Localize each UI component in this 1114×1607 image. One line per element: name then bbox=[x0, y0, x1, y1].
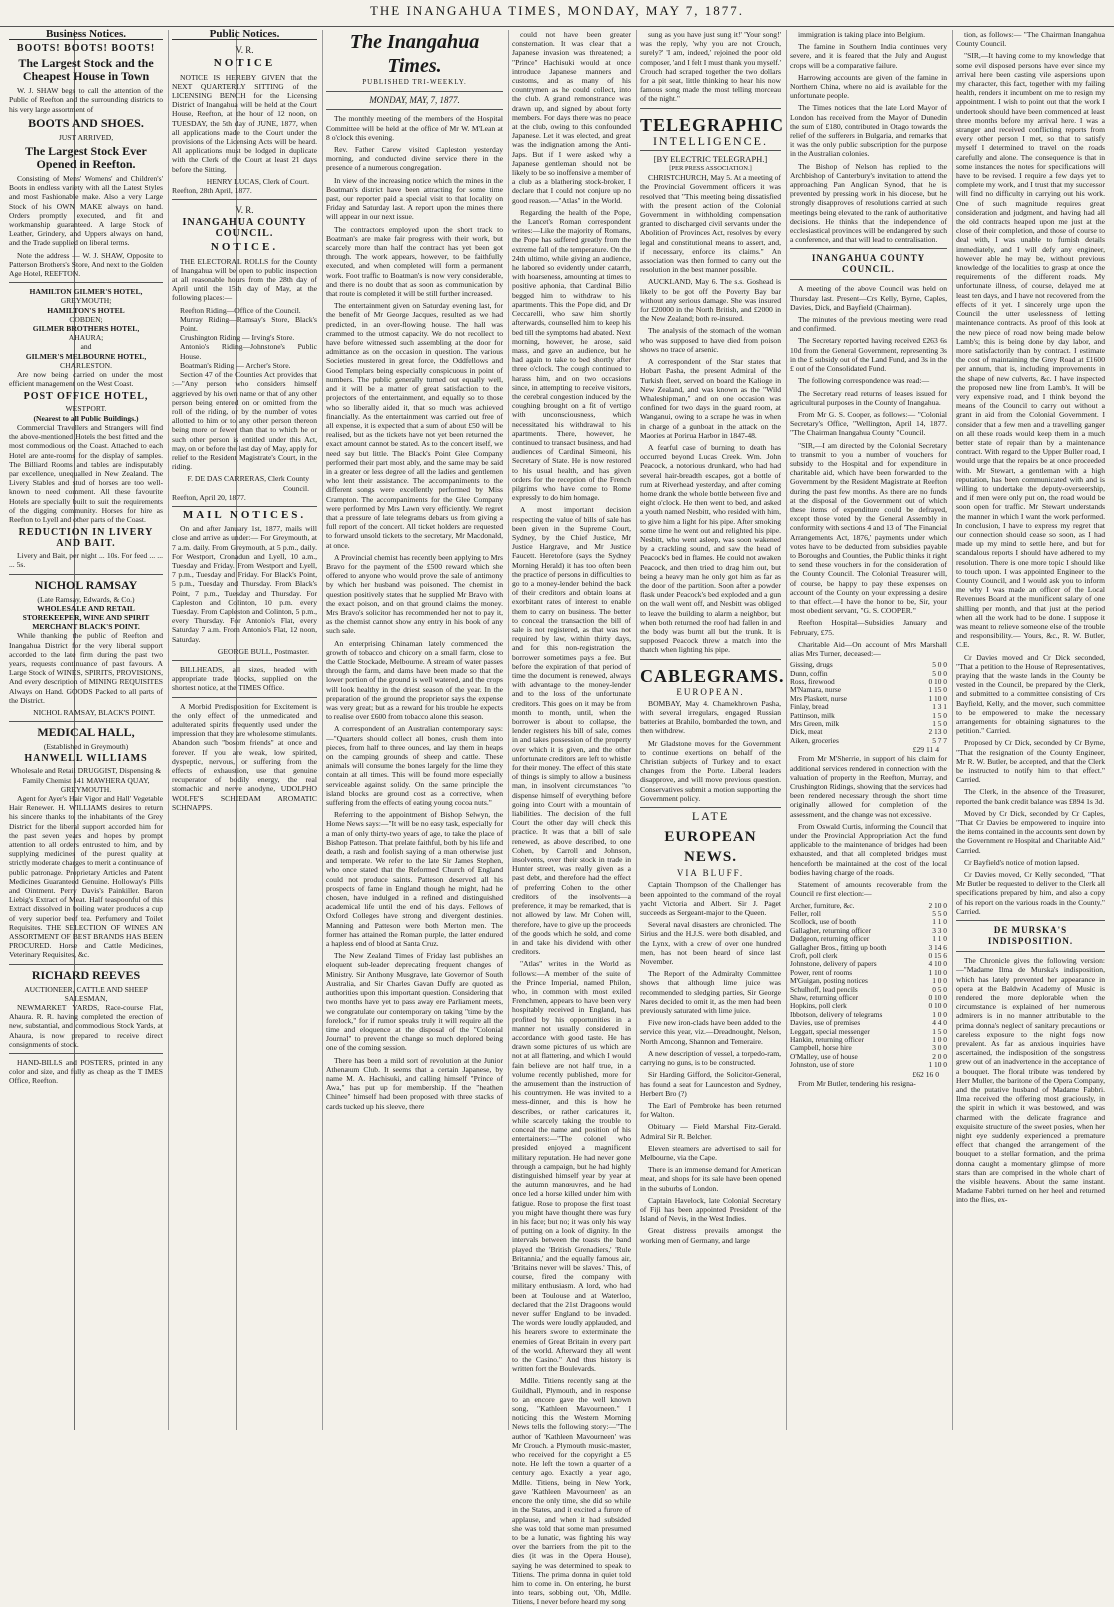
late-paragraph: Five new iron-clads have been added to the service this year, viz.—Dreadnought, Nelson, North Amcong, Shannon and Temeraire. bbox=[640, 1018, 781, 1046]
late-heading: LATE bbox=[691, 809, 730, 824]
divider bbox=[9, 1053, 163, 1054]
divider bbox=[640, 150, 781, 151]
council-paragraph: "SIR,—It having come to my knowledge that some evil disposed persons have ever since my arrival here been casting vile aspersions upon my character, this fact, together with my failing health, renders it incumbent on me to resign my appointment. I wish to point out that the work I undertook should have been commenced at least three months before my arrival here. I was a stranger and received conflicting reports from every other person I met, so that to satisfy myself I determined to travel on the roads carefully and alone. The consequence is that in some instances the notes for specifications will have to be revised. I require a few days yet to complete my work, and I trust that my successor will find no difficulty in carrying out his work. One of such magnitude requires great consideration and judgment, and having had all the old contracts heaped upon me just at the close of their completion, and those of course to deal with, I was unable to furnish details immediately, and I will defy any engineer, however able he may be, without previous knowledge of the localities to grasp at once the requirements of the different roads. My unfortunate illness, of course, delayed me at least ten days, and I have not recovered from the effects of it yet. I sincerely urge upon the Council the utter uselessness of letting maintenance contracts. As proof of this look at the new piece of road now being made below Lamb's; this is being done by day labor, and more satisfactorily than by contract. I estimate the cost of maintaining the Grey Road at £1600 per annum, that is, including improvements in the shape of new culverts, &c. I have inspected the proposed new line from Lamb's. It will be very expensive road, and I think beyond the means of the Council to carry out without a grant in aid from the Colonial Government. I consider that a few men and a travelling ganger on all these roads would keep them in a much better state of repair than by a maintenance contract. With regard to the Upper Buller road, I would urge that the repairs be at once proceeded with. Mr Stewart, a gentleman with a high reputation, has been communicated with and is willing to undertake the deputy-overseership, and if men were only put on, the road would be soon open for traffic. Mr Stewart understands the manner in which I want the work performed. In conclusion, I have to express my regret that our connection should cease so soon, as I had made up my mind to settle here, and but for scandalous reports I should have adhered to my resolution. There is one more topic I should like to touch upon. I was appointed Engineer to the County Council, and I would ask you to inform me why I was made an officer of the Local Revenues Board at the munificent salary of one shilling per month, and that just at the period when all the work had to be done. I suppose it was meant to relieve someone else of the trouble and responsibility.— Yours, &c., R. W. Butler, C.E. bbox=[956, 51, 1105, 650]
editorial-paragraph: The monthly meeting of the members of the Hospital Committee will be held at the office of Mr W. M'Lean at 8 o'clock this evening. bbox=[326, 114, 503, 142]
boots-headline2: The Largest Stock Ever Opened in Reefton. bbox=[25, 144, 147, 172]
account-item: Ibbotson, delivery of telegrams bbox=[790, 1009, 883, 1019]
section-header-public: Public Notices. bbox=[172, 30, 317, 40]
boots-headline: The Largest Stock and the Cheapest House in Town bbox=[18, 56, 154, 84]
electoral-body: THE ELECTORAL ROLLS for the County of Inangahua will be open to public inspection at all reasonable hours from the 28th day of April until the 15th day of May, at the following places:— bbox=[172, 256, 317, 303]
news-paragraph: The Bishop of Nelson has replied to the Archbishop of Canterbury's invitation to attend the approaching Pan Anglican Synod, that he is prevented by pressing work in his diocese, but he strongly disapproves of resolutions carried at such meetings being elevated to the rank of authoritative decisions. He thinks that the independence of ecclesiastical provinces will be endangered by such a conference, and that will lead to centralisation. bbox=[790, 161, 947, 245]
telegram-paragraph: A fearful case of burning to death has occurred beyond Lucas Creek. Wm. John Peacock, a notorious drunkard, who had had several hair-breadth escapes, got a bottle of rum at Riverhead yesterday, and after coming home drank the whole bottle between five and eight o'clock. He then went to bed, and asked a youth named Nesbitt, who resided with him, to give him a light for his pipe. After smoking some time he went out and relighted his pipe. Nesbitt, who went asleep, was soon wakened by a crackling sound, and saw the head of Peacock's bed in flames. He could not awaken Peacock, and then tried to drag him out, but being a heavy man he only got him as far as the door of the partition. Soon after a powder flask under Peacock's bed exploded and a gun on the wall went off, and Nesbitt was obliged to leave the building to alarm a neighbor, but when both returned the roof had fallen in and the body was burnt all but the trunk. It is supposed Peacock threw a match into the thatch when lighting his pipe. bbox=[640, 442, 781, 655]
late-paragraph: The Report of the Admiralty Committee shows that although lime juice was recommended to sledging parties, Sir George Nares decided to omit it, as the men had been previously saturated with lime juice. bbox=[640, 969, 781, 1016]
via-bluff: VIA BLUFF. bbox=[676, 868, 745, 879]
press-line: [PER PRESS ASSOCIATION.] bbox=[669, 165, 752, 173]
election-costs-table bbox=[790, 902, 947, 1070]
cablegrams-title: CABLEGRAMS. bbox=[640, 665, 785, 686]
post-office-place: WESTPORT. bbox=[65, 404, 107, 414]
charitable-aid-table bbox=[790, 661, 947, 745]
account-item: Archer, furniture, &c. bbox=[790, 900, 855, 910]
council-paragraph: Proposed by Cr Dick, seconded by Cr Byrne, "That the resignation of the County Engineer, Mr R. W. Butler, be accepted, and that the Clerk be instructed to notify him to that effect." Carried. bbox=[956, 738, 1105, 785]
electoral-date: Reefton, April 20, 1877. bbox=[172, 492, 246, 502]
hotel-line: AHAURA; bbox=[68, 333, 104, 343]
council-paragraph: The Secretary read returns of leases issued for agricultural purposes in the County of Inangahua. bbox=[790, 388, 947, 407]
reeves-title: RICHARD REEVES bbox=[31, 967, 141, 982]
account-item: Gallagher Bros., fitting up booth bbox=[790, 942, 887, 952]
account-row bbox=[790, 1061, 947, 1069]
schnapps-ad: A Morbid Predisposition for Excitement is the only effect of the unmedicated and adulterated spirits frequently used under the impression that they are wholesome stimulants. Abandon such "bosom friends" at once and forever. If you are weak, low spirited, dyspeptic, nervous, or suffering from the effects of exhaustion, use that genuine recuperator of bodily energy, the real stomachic and nerve anodyne, UDOLPHO WOLFE'S SCHIEDAM AROMATIC SCHNAPPS. bbox=[172, 701, 317, 812]
late-paragraph: Great distress prevails amongst the working men of Germany, and large bbox=[640, 1226, 781, 1245]
council-paragraph: From Oswald Curtis, informing the Council that under the Provincial Appropriation Act the fund applicable to the maintenance of bridges had been exhausted, and that all completed bridges must henceforth be maintained at the cost of the local bodies having charge of the roads. bbox=[790, 821, 947, 877]
late-paragraph: There is an immense demand for American meat, and shops for its sale have been opened in the suburbs of London. bbox=[640, 1165, 781, 1193]
medical-name: HANWELL WILLIAMS bbox=[24, 753, 148, 765]
reeves-trade: AUCTIONEER, CATTLE AND SHEEP SALESMAN, bbox=[24, 984, 148, 1003]
council-paragraph: The minutes of the previous meeting were read and confirmed. bbox=[790, 315, 947, 334]
mail-body: On and after January 1st, 1877, mails will close and arrive as under:— For Greymouth, at 7 a.m. daily. From Greymouth, at 5 p.m., daily. For Westport, Cronadun and Lyell, 10 a.m., Tuesday and Friday. From Westport and Lyell, 7 p.m., Tuesday and Friday. For Black's Point, 5 p.m., Tuesday and Thursday. From Black's Point, 7 p.m., Tuesday and Thursday. For Capleston and Colinton, 10 p.m. every Tuesday. From Capleston and Colinton, 5 p.m., every Thursday. For Antonio's Flat, every Saturday 7 a.m. From Antonio's Flat, 12 noon, Saturday. bbox=[172, 524, 317, 644]
editorial-paragraph: A Provincial chemist has recently been applying to Mrs Bravo for the payment of the £500 reward which she offered to anyone who would prove the sale of antimony by which her husband was poisoned. The chemist in question positively states that he supplied Mr Bravo with the exact poison, and on that ground claims the money. Mrs Bravo's solicitor has recommended her not to pay it, as the chemist cannot show any entry in his book of any such sale. bbox=[326, 552, 503, 636]
section-header-business: Business Notices. bbox=[9, 30, 163, 40]
account-item: Pattinson, milk bbox=[790, 710, 835, 720]
hotels-list bbox=[9, 287, 163, 370]
account-amount: 1 3 1 bbox=[932, 702, 947, 712]
account-total: £29 11 4 bbox=[912, 745, 939, 755]
electoral-sign: F. DE DAS CARRERAS, Clerk County Council. bbox=[187, 474, 309, 493]
council-paragraph: A meeting of the above Council was held on Thursday last. Present—Crs Kelly, Byrne, Caples, Davies, Dick, and Bayfield (Chairman). bbox=[790, 284, 947, 312]
vr-crest: V. R. bbox=[235, 45, 254, 56]
account-amount: 1 1 0 bbox=[932, 934, 947, 944]
boots-arrived: JUST ARRIVED, bbox=[58, 132, 114, 142]
account-amount: 1 0 0 bbox=[932, 1035, 947, 1044]
account-total: £62 16 0 bbox=[912, 1069, 939, 1079]
licensing-notice-body: NOTICE IS HEREBY GIVEN that the NEXT QUARTERLY SITTING of the LICENSING BENCH for the Licensing District of Inangahua will be held at the Court House, Reefton, at the hour of 12 noon, on TUESDAY, the 5th day of JUNE, 1877, when all applications made to the Court under the provisions of the Licensing Acts will be heard. All applications must be lodged in duplicate with the Clerk of the Court at least 21 days before the Sitting. bbox=[172, 72, 317, 174]
indisposition-text: The Chronicle gives the following version:—"Madame Ilma de Murska's indisposition, which has lately prevented her appearance in opera at the Baldwin Academy of Music is rendered the more deplorable when the circumstance is explained of her numerous admirers is in no manner attributable to the prima donna's neglect of sanitary precautions or careless exposure to the night fogs now prevalent. As far as anxious inquiries have ascertained, the indisposition of the songstress grew out of an inadvertence in the acceptance of a bouquet. The floral tribute was tendered by Herr Muller, the baritone of the Opera Company, and the putative husband of Madame Fabbri. Ilma received the offering most graciously, in the spirit in which it was bestowed, and was charmed with the delicate fragrance and exquisite structure of the sweet posies, when her night eye suddenly experienced a premature effect that changed the arrangement of the bouquet to a stellar formation, and the prima donna caught a momentary glimpse of more stars than are comprised in the whole chart of the visible heavens. About the same instant. Madame Fabbri turned on her heel and returned into the flies, ex- bbox=[956, 956, 1105, 1205]
late-paragraph: Captain Havelock, late Colonial Secretary of Fiji has been appointed President of the Island of Nevis, in the West Indies. bbox=[640, 1195, 781, 1224]
council-paragraph: Statement of amounts recoverable from the Council re first election:— bbox=[790, 880, 947, 899]
late-paragraph: A new description of vessel, a torpedo-ram, carrying no guns, is to be constructed. bbox=[640, 1048, 781, 1068]
account-amount: 0 10 0 bbox=[928, 992, 947, 1002]
account-item: Gallagher, returning officer bbox=[790, 925, 872, 935]
nichol-sign: NICHOL RAMSAY, BLACK'S POINT. bbox=[33, 707, 155, 717]
boots-banner: BOOTS! BOOTS! BOOTS! bbox=[16, 43, 156, 55]
telegraphic-title: TELEGRAPHIC bbox=[640, 114, 785, 135]
account-amount: 1 0 0 bbox=[932, 976, 947, 986]
account-amount: 2 10 0 bbox=[928, 900, 947, 910]
account-amount: 4 4 0 bbox=[932, 1018, 947, 1028]
council-paragraph: "SIR,—I am directed by the Colonial Secretary to transmit to you a number of vouchers for subsidy to the Hospital and for expenditure in charitable aid, which have been forwarded to the Government by the Resident Magistrate at Reefton during the past few months. As there are no funds at the disposal of the Government out of which these items of expenditure could be defrayed, except those voted by the General Assembly in conformity with sections 4 and 13 of 'The Financial Arrangements Act, 1876,' payments under which votes have to be deducted from subsidies payable to Boroughs and Counties, the Public thinks it right to send these vouchers in for the consideration of the County Council. The Colonial Treasurer will, of course, be happy to pay these expenses on account of the County on your expressing a desire to that effect.—I have the honor to be, Sir, your most obedient servant, "G. S. COOPER." bbox=[790, 440, 948, 616]
news-paragraph: "Atlas" writes in the World as follows:—A member of the suite of the Prince Imperial, named Philon, who, in common with most exiled Frenchmen, appears to have been very hospitably received in England, has profited by his opportunities in a manner not usually considered in accordance with good taste. He has drawn some pictures of us which are not at all flattering, and which I would fain believe are not half true, in a volume recently published, more for the amusement than the instruction of his countrymen. He was invited to a mess-dinner, and this is how he describes, or rather caricatures it, while scarcely taking the trouble to conceal the name and position of his entertainers:—"The colonel who presided enjoyed a magnificent military reputation. He had never gone through a campaign, but he had highly distinguished himself year by year at the autumn manœuvres, and he had once led a horse killed under him with fatigue. Rose to propose the first toast you might have thought there was fury in his face; but no; it was only his way of putting on a look of dignity. In the intervals between the toasts the band played the 'British Grenadiers,' 'Rule Britannia,' and the equally famous air, 'Britains never will be slaves.' This, of course, fired the company with military enthusiasm. A lord, who had been at Toulouse and at Waterloo, declared that the 21st Dragoons would never suffer England to be invaded. The words were loudly applauded, and his hearers swore to exterminate the enemies of Great Britain in every part of the world. Afterward they all went to the Casino." And thus history is written fort the Boulevards. bbox=[512, 959, 631, 1374]
vr-crest: V. R. bbox=[235, 205, 254, 216]
hotel-line: CHARLESTON. bbox=[60, 360, 112, 370]
divider bbox=[9, 282, 163, 283]
nichol-body: While thanking the public of Reefton and Inangahua District for the very liberal support accorded to the late firm during the past two years, requests continuance of past favours. A Large Stock of WINES, SPIRITS, PROVISIONS, And every description of MINING REQUISITES Always on Hand. GOODS Packed to all parts of the District. bbox=[9, 631, 163, 705]
divider bbox=[9, 721, 163, 722]
hotel-line: GILMER'S MELBOURNE HOTEL, bbox=[25, 351, 147, 361]
hotel-line: and bbox=[80, 342, 92, 352]
post-office-note: (Nearest to all Public Buildings.) bbox=[33, 413, 139, 423]
notice-title: NOTICE bbox=[213, 57, 276, 70]
account-item: Dudgeon, returning officer bbox=[790, 934, 870, 944]
news-paragraph: could not have been greater consternation. It was clear that a Japanese invasion was threatened; a "Prince" Hachisuki would at once introduce Japanese manners and customs, and as many of his countrymen as he could collect, into the club. A grand remonstrance was drawn up, and signed by about forty members. For days there was no peace at the club, owing to this confounded Japanese. Let it was elected, and great was the indignation among the Anti-Japs. But if I were asked why a Japanese gentleman should not be likely to be so inoffensive a member of a club as a blathering stock-broker, I declare that I could not conjure up no good reason.—"Atlas" in the World. bbox=[512, 30, 632, 205]
account-amount: 0 10 0 bbox=[928, 1001, 947, 1011]
account-amount: 0 5 0 bbox=[932, 984, 947, 994]
medical-title: MEDICAL HALL, bbox=[37, 725, 135, 740]
late-paragraph: Sir Harding Gifford, the Solicitor-General, has found a seat for Launceston and Sydney, Herbert Bro (?) bbox=[640, 1070, 781, 1098]
editorial-paragraph: Rev. Father Carew visited Capleston yesterday morning, and conducted divine service there in the presence of a numerous congregation. bbox=[326, 145, 503, 173]
reeves-body: NEWMARKET YARDS, Race-course Flat, Ahaura. R. R. having completed the erection of new, substantial, and commodious Stock Yards, at Ahaura, is now prepared to receive direct consignments of stock. bbox=[9, 1003, 163, 1049]
account-amount: 5 5 0 bbox=[932, 908, 947, 918]
published-line: PUBLISHED TRI-WEEKLY. bbox=[362, 78, 467, 86]
editorial-paragraph: Referring to the appointment of Bishop Selwyn, the Home News says:—"It will be no easy task, especially for a man of only thirty-two years of age, to take the place of Bishop Patteson. That prelate faithful, both by his life and death, a rash and foolish saying of a man otherwise just and temperate. We refer to the late Sir James Stephen, who once stated that the Reformed Church of England could not produce saints. Patteson deserved all his prospects of fame in England though he might, had he chosen, have indulged in a refined and distinguished academical life until the end of his days. Fellows of Oxford Colleges have strong and divergent destinies. Manning and Patteson were both Merton men. The former has attained the Roman purple, the latter endured a hapless end of blood at Santa Cruz. bbox=[326, 810, 503, 949]
notice-title: NOTICE. bbox=[210, 241, 279, 254]
late-paragraph: The Earl of Pembroke has been returned for Walton. bbox=[640, 1100, 781, 1120]
account-item: M'Namara, nurse bbox=[790, 685, 841, 695]
late-paragraph: Eleven steamers are advertised to sail for Melbourne, via the Cape. bbox=[640, 1143, 781, 1162]
mail-sign: GEORGE BULL, Postmaster. bbox=[217, 646, 309, 656]
telegraphic-sub: INTELLIGENCE. bbox=[653, 133, 768, 148]
account-amount: 3 14 6 bbox=[928, 942, 947, 952]
electoral-place: Antonio's Riding—Johnstone's Public House. bbox=[180, 342, 317, 361]
divider bbox=[326, 91, 503, 92]
account-item: Davies, use of premises bbox=[790, 1018, 861, 1028]
council-paragraph: Charitable Aid—On account of Mrs Marshall alias Mrs Turner, deceased:— bbox=[790, 639, 947, 658]
council-paragraph: Reefton Hospital—Subsidies January and February, £75. bbox=[790, 618, 947, 637]
editorial-paragraph: In view of the increasing notice which the mines in the Boatman's district have been attracting for some time past, our reporter paid a special visit to that locality on Friday and Saturday last. A report upon the mines there will appear in our next issue. bbox=[326, 175, 503, 222]
account-item: Gissing, drugs bbox=[790, 660, 833, 670]
hotel-line: GILMER BROTHERS HOTEL, bbox=[32, 324, 140, 334]
account-item: Ross, firewood bbox=[790, 677, 835, 686]
account-row bbox=[790, 737, 947, 745]
account-item: M'Guigan, posting notices bbox=[790, 976, 868, 986]
telegram-paragraph: AUCKLAND, May 6. The s.s. Goshead is likely to be got off the Poverty Bay bar without any serious damage. She was insured for £20000 in the North British, and £2000 in the New Zealand; both re-insured. bbox=[640, 277, 781, 324]
divider bbox=[172, 660, 317, 661]
divider bbox=[640, 807, 781, 808]
handbills-ad: HAND-BILLS and POSTERS, printed in any color and size, and fully as cheap as the T IMES Office, Reefton. bbox=[9, 1058, 163, 1086]
account-amount: 1 5 0 bbox=[932, 710, 947, 720]
lead-paragraph: sung as you have just sung it!' 'Your song!' was the reply, 'why you are not Crouch, surely?' 'I am, indeed,' rejoined the poor old composer, 'and I felt I must thank you myself.' Crouch had scraped together the two dollars for a pit seat, little thinking to hear his now famous song made the most telling morceau of the night." bbox=[640, 30, 781, 104]
council-paragraph: From Mr M'Sherrie, in support of his claim for additional services rendered in connection with the valuation of property in the Reefton, Murray, and Crushington Ridings, showing that the services had been rendered necessary through the short time originally allowed for completion of the assessment, and the change was not excessive. bbox=[790, 754, 947, 819]
late-paragraph: Obituary — Field Marshal Fitz-Gerald. Admiral Sir R. Belcher. bbox=[640, 1122, 781, 1141]
editorial-paragraph: There has been a mild sort of revolution at the Junior Athenæum Club. It seems that a certain Japanese, by name M. A. Hachisuki, and calling himself "Prince of Awa," has put up for membership. If the "heathen Chinee" himself had been proposed with three stacks of cards tucked up his sleeve, there bbox=[326, 1055, 503, 1111]
cable-paragraph: BOMBAY, May 4. Chamekhrown Pasha, with several irregulars, engaged Russian batteries at Brahilo, bombarded the town, and then withdrew. bbox=[640, 698, 781, 736]
nichol-sub: (Late Ramsay, Edwards, & Co.) bbox=[37, 594, 135, 604]
livery-title: REDUCTION IN LIVERY AND BAIT. bbox=[18, 527, 154, 550]
council-paragraph: From Mr Butler, tendering his resigna- bbox=[798, 1078, 916, 1088]
account-amount: 1 5 0 bbox=[932, 719, 947, 729]
cable-paragraph: Mr Gladstone moves for the Government to continue exertions on behalf of the Christian subjects of Turkey and to exact changes from the Porte. Liberal leaders disapprove, and will move previous question. Conservatives submit a motion supporting the Government policy. bbox=[640, 738, 781, 803]
account-item: Dunn, coffin bbox=[790, 668, 828, 678]
account-amount: 1 10 0 bbox=[928, 1060, 947, 1070]
account-item: Power, rent of rooms bbox=[790, 967, 853, 977]
account-amount: 1 10 0 bbox=[928, 693, 947, 703]
divider bbox=[9, 964, 163, 965]
nichol-trade: WHOLESALE AND RETAIL STOREKEEPER, WINE AND SPIRIT MERCHANT BLACK'S POINT. bbox=[22, 603, 150, 632]
divider bbox=[790, 248, 947, 249]
column-telegraphic bbox=[636, 30, 784, 1430]
licensing-sign: HENRY LUCAS, Clerk of Court. bbox=[206, 176, 309, 186]
nichol-title: NICHOL RAMSAY bbox=[34, 577, 138, 592]
telegram-paragraph: CHRISTCHURCH, May 5. At a meeting of the Provincial Government officers it was resolved that "This meeting being dissatisfied with the present action of the Colonial Government in withholding compensation granted to discharged civil servants under the Abolition of Provinces Act, resolves by every legal and constitutional means to assert, and, if necessary, enforce its claims." An association was then formed to carry out the resolution in the best manner possible. bbox=[640, 173, 781, 275]
account-item: O'Malley, use of house bbox=[790, 1051, 858, 1061]
editorial-paragraph: The contractors employed upon the short track to Boatman's are make fair progress with their work, but scarcely more than half the contract has yet been got through. The work appears, however, to be faithfully executed, and when completed will form a permanent work. Foot traffic to Boatman's is now very considerable, and there is no doubt that as soon as communication by that route is completed it will be still further increased. bbox=[326, 224, 503, 299]
account-item: Johnstone, delivery of papers bbox=[790, 959, 877, 969]
account-amount: 1 5 0 bbox=[932, 1026, 947, 1036]
account-amount: 1 1 0 bbox=[932, 917, 947, 927]
divider bbox=[956, 920, 1105, 921]
council-notice-title: INANGAHUA COUNTY COUNCIL. bbox=[182, 217, 307, 240]
account-amount: 5 7 7 bbox=[932, 735, 947, 745]
account-item: Hankin, returning officer bbox=[790, 1035, 864, 1044]
post-office-title: POST OFFICE HOTEL, bbox=[23, 391, 149, 403]
news-paragraph: Harrowing accounts are given of the famine in Northern China, where no aid is available for the unfortunate people. bbox=[790, 72, 947, 101]
divider bbox=[172, 506, 317, 507]
council-paragraph: Moved by Cr Dick, seconded by Cr Caples, "That Cr Davies be empowered to inquire into the items contained in the accounts sent down by the Government re Hospital and Charitable Aid." Carried. bbox=[956, 808, 1105, 855]
council-paragraph: The Secretary reported having received £263 6s 10d from the General Government, representing 3s in the £ subsidy out of the Land Fund, and 3s in the £ out of the Consolidated Fund. bbox=[790, 336, 947, 374]
account-item: Campbell, horse hire bbox=[790, 1043, 852, 1053]
news-paragraph: immigration is taking place into Belgium. bbox=[798, 30, 925, 39]
hotel-line: GREYMOUTH; bbox=[60, 296, 112, 306]
boots-product: BOOTS AND SHOES. bbox=[28, 115, 144, 130]
account-amount: 4 10 0 bbox=[928, 959, 947, 969]
news-paragraph: The Times notices that the late Lord Mayor of London has received from the Mayor of Dunedin the sum of £180, contributed in Otago towards the relief of the sufferers in Bulgaria, and remarks that it was the only public subscription for the purpose in the Australian colonies. bbox=[790, 103, 947, 159]
medical-trade: Wholesale and Retail DRUGGIST, Dispensing & Family Chemist 141 MAWHERA QUAY, GREYMOUTH. bbox=[10, 766, 162, 794]
column-public-notices bbox=[168, 30, 320, 1430]
account-item: Finlay, bread bbox=[790, 702, 829, 712]
divider bbox=[956, 951, 1105, 952]
account-item: Leggatt, special messenger bbox=[790, 1026, 870, 1036]
account-item: Scollock, use of booth bbox=[790, 917, 857, 927]
editorial-paragraph: The entertainment given on Saturday evening last, for the benefit of Mr George Jacques, resulted as we had predicted, in an over-flowing house. The hall was crammed to the utmost capacity. We do not recollect to have before witnessed such assembling at the door for admittance as on the occasion in question. The various Societies mustered in great force, the Oddfellows and Good Templars being especially conspicuous in point of numbers. The public generally turned out equally well, and it will be a matter of great satisfaction to the projectors of the entertainment, and equally so to those who so liberally aided it, that so much was achieved financially. As the entertainment was carried out free of all expense, it is expected that a sum of about £50 will be realised, but as the tickets have not yet been returned the exact amount cannot be stated. As to the concert itself, we need say but little. The Black's Point Glee Company performed their part most ably, and the same may be said in a greater or less degree of all the ladies and gentlemen who lent their assistance. The accompaniments to the different songs were excellently performed by Miss Crampton. The accompaniments for the Glee Company were performed by Mrs Lawn very efficiently. We regret that a pressure of late telegrams debars us from giving a full report of the concert. All ticket holders are requested to forward unsold tickets to the secretary, Mr Macdonald, at once. bbox=[326, 301, 503, 550]
medical-body: Agent for Ayer's Hair Vigor and Hall' Vegetable Hair Renewer. H. WILLIAMS desires to return his sincere thanks to the inhabitants of the Grey District for the liberal support accorded him for the past seven years and hopes by prompt attention to all orders entrusted to him, and by supplying medicines of the purest quality at strictly moderate charges to merit a continuance of public patronage. Proprietary Articles and Patent Medicines Guaranteed Genuine. Holloway's Pills and Ointment. Perry Davis's Painkiller. Baron Liebig's Extract of Meat. Half teaspoonful of this Extract dissolved in boiling water produces a cup of very superior beef tea. Perfumery and Toilet Requisites. THE SELECTION OF WINES AN ASSORTMENT OF BEST BRANDS HAS BEEN PROCURED. Horse and Cattle Medicines, Veterinary Requisites, &c. bbox=[9, 793, 163, 960]
hotels-body: Are now being carried on under the most efficient management on the West Coast. bbox=[9, 370, 163, 389]
electoral-place: Boatman's Riding — Archer's Store. bbox=[180, 360, 291, 370]
post-office-body: Commercial Travellers and Strangers will find the above-mentioned Hotels the best fitted and the most commodious on the Coast. Attached to each Hotel are ante-rooms for the display of samples. The Billiard Rooms and tables are indisputably par excellence, unequalled in New Zealand. The Livery Stables and stud of horses are too well-known to need comment. All these favourite Hotels are specially built to suit the requirements of the digging community. Horses for hire as Reefton to Lyell and other parts of the Coast. bbox=[9, 422, 163, 524]
account-amount: 2 13 0 bbox=[928, 727, 947, 737]
council-paragraph: Cr Bayfield's notice of motion lapsed. bbox=[964, 857, 1080, 867]
issue-date: MONDAY, MAY, 7, 1877. bbox=[369, 95, 460, 106]
council-title: INANGAHUA COUNTY COUNCIL. bbox=[811, 253, 926, 275]
editorial-paragraph: A correspondent of an Australian contemporary says:—"Quarters should collect all bones, crush them into pieces, from half to three ounces, and lay them in heaps on the camping grounds of sheep and cattle. These animals will consume the bones largely for the lime they contain at all times. This will be found more especially serviceable against solidy. On the same principle the island blocks are ground cost as a corrective, when suffering from the effects of eating young cocoa nuts." bbox=[326, 724, 503, 808]
mail-title: MAIL NOTICES. bbox=[182, 508, 307, 521]
account-amount: 0 10 0 bbox=[928, 677, 947, 686]
account-amount: 1 15 0 bbox=[928, 685, 947, 695]
account-item: Dick, meat bbox=[790, 727, 823, 737]
news-paragraph: The famine in Southern India continues very severe, and it is feared that the July and August crops will be a comparative failure. bbox=[790, 42, 947, 70]
account-item: Mrs Green, milk bbox=[790, 719, 840, 729]
account-amount: 3 0 0 bbox=[932, 1043, 947, 1053]
column-news bbox=[508, 30, 634, 1607]
news-paragraph: Regarding the health of the Pope, the Lancet's Roman correspondent writes:—Like the majority of Romans, the Pope has suffered greatly from the extreme fall of the temperature. On the 24th ultimo, while giving an audience, he labored so evidently under catarrh, with hoarseness, amounting at times to positive aphonia, that Cardinal Bilio begged him to withdraw to his apartments. This the Pope did, and Dr Ceccarelli, who saw him shortly afterwards, counselled him to keep his bed till the symptoms had abated. Next morning, however, he arose, said mass, and gave an audience, but he had again to take to bed shortly after three o'clock. The cough continued to harass him, and on two occasions since, in attempting to receive visitors, the cerebral congestion induced by the coughing brought on a fit of vertigo with unconsciousness, which necessitated his withdrawal to his apartments. There, however, he continued to transact business, and had audiences of Cardinal Simeoni, his Secretary of State. He is now restored to his usual health, and has given orders for the reception of the French pilgrims who have come to Rome expressly to do him homage. bbox=[512, 207, 631, 503]
telegram-paragraph: A correspondent of the Star states that Hobart Pasha, the present Admiral of the Turkish fleet, served on board the Kalioge in New Zealand, and was known as the "Wild Whaleshipman," and on one occasion was confined for two days in the guard room, at Wanganui, owing to a scrape he was in when in charge of a gunboat in the attack on the Maories at Porirua Harbor in 1847-48. bbox=[640, 357, 781, 440]
council-paragraph: The following correspondence was read:— bbox=[798, 376, 930, 386]
divider bbox=[9, 574, 163, 575]
electoral-section: Section 47 of the Counties Act provides that :—"Any person who considers himself aggrieved by his own name or that of any other person being entered on or omitted from the roll of the riding, or by the number of votes allotted to him or to any other person thereon being more or fewer than that to which he or such other person is entitled under this Act, may, on or before the last day of May, apply for relief to the Resident Magistrate's Court, in the riding. bbox=[172, 370, 317, 472]
divider bbox=[640, 108, 781, 109]
indisposition-title: DE MURSKA'S INDISPOSITION. bbox=[987, 925, 1074, 947]
account-item: Johnston, use of store bbox=[790, 1060, 855, 1070]
boots-body: W. J. SHAW begs to call the attention of the Public of Reefton and the surrounding districts to his very large assortment of bbox=[9, 86, 163, 114]
electoral-place: Reefton Riding—Office of the Council. bbox=[180, 305, 301, 315]
account-amount: 5 0 0 bbox=[932, 660, 947, 670]
divider bbox=[172, 697, 317, 698]
licensing-date: Reefton, 28th April, 1877. bbox=[172, 186, 252, 196]
boots-address: Note the address — W. J. SHAW, Opposite to Patterson Brothers's Store, And next to the Golden Age Hotel, REEFTON. bbox=[9, 250, 163, 279]
divider bbox=[172, 199, 317, 200]
column-council-cont bbox=[952, 30, 1108, 1430]
account-item: Hopkins, poll clerk bbox=[790, 1001, 847, 1011]
account-amount: 2 0 0 bbox=[932, 1051, 947, 1061]
electoral-place: Crushington Riding — Irving's Store. bbox=[180, 333, 295, 343]
boots-details: Consisting of Mens' Womens' and Children's' Boots in endless variety with all the Latest Styles and most Fashionable make. Also a very Large Stock of his OWN MAKE always on hand. Orders promptly executed, and fit and workmanship guaranteed. A large Stock of Leather, Grindery, and Uppers always on hand, and the Trade supplied on liberal terms. bbox=[9, 174, 163, 248]
hotel-line: HAMILTON'S HOTEL bbox=[47, 305, 125, 315]
late-paragraph: Captain Thompson of the Challenger has been appointed to the command of the royal yacht Victoria and Albert. Sir J. Paget succeeds as Sergeant-major to the Queen. bbox=[640, 880, 781, 918]
divider bbox=[790, 279, 947, 280]
account-amount: 0 15 6 bbox=[928, 950, 947, 960]
divider bbox=[640, 659, 781, 660]
account-item: Schulhoff, lead pencils bbox=[790, 984, 858, 994]
account-item: Mrs Plaskett, nurse bbox=[790, 693, 847, 703]
late-european-title: EUROPEAN NEWS. bbox=[664, 829, 757, 866]
late-paragraph: Several naval disasters are chronicled. The Sirius and the H.J.S. were both disabled, and the Lynx, with a crew of over one hundred men, has not been heard of since last November. bbox=[640, 920, 781, 967]
account-amount: 1 10 0 bbox=[928, 967, 947, 977]
account-amount: 1 0 0 bbox=[932, 1009, 947, 1019]
council-paragraph: From Mr G. S. Cooper, as follows:— "Colonial Secretary's Office, "Wellington, April 14, 1877. "The Chairman Inangahua County "Council. bbox=[790, 409, 947, 438]
news-paragraph: A most important decision respecting the value of bills of sale has been given in the Supreme Court, Sydney, by the Chief Justice, Mr Justice Hargrave, and Mr Justice Faucett. Heretofore (says the Sydney Morning Herald) it has too often been the practice of persons in difficulties to go to a money-lender behind the back of their creditors and obtain loans at exorbitant rates of interest to enable them to carry on business. The better to conceal the transaction the bill of sale is not registered, as that was not required by law, within thirty days, and for this non-registration the borrower sometimes pays a fee. But before the expiration of that period of time the document is renewed, always with advantage to the money-lender and to the loss of the unfortunate creditors. This goes on it may be from month to month, until, when the borrower is about to collapse, the lender registers his bill of sale, comes in and takes possession of the property over which it is given, and the other unfortunate creditors are left to whistle for their money. The effect of this state of things is simply to allow a business man, in insolvent circumstances "to dispense himself of everything before going into Court with a mountain of liabilities. The decision of the full Court the other day will check this practice. It was that a bill of sale renewed, as above described, to one Cohen, by Carroll and Johnson, insolvents, over their stock in trade in Hunter street, was really given as a past debt, and therefore had the effect of preferring Cohen to the other creditors of the insolvents—a preference, it may be remarked, that is not allowed by law. Mr Cohen will, therefore, have to give up the proceeds of the goods which he sold, and come in and take his dividend with other creditors. bbox=[512, 505, 631, 957]
council-paragraph: Cr Davies moved, Cr Kelly seconded, "That Mr Butler be requested to deliver to the Clerk all specifications prepared by him, and also a copy of his report on the various roads in the County." Carried. bbox=[956, 870, 1105, 916]
livery-body: Livery and Bait, per night ... 10s. For feed ... ... ... 5s. bbox=[9, 551, 163, 570]
account-amount: 5 0 0 bbox=[932, 668, 947, 678]
column-business-notices bbox=[6, 30, 166, 1430]
account-item: Shaw, returning officer bbox=[790, 992, 859, 1002]
hotel-line: HAMILTON GILMER'S HOTEL, bbox=[29, 287, 143, 297]
account-item: Croft, poll clerk bbox=[790, 950, 838, 960]
editorial-paragraph: The New Zealand Times of Friday last publishes an eloquent sub-leader deprecating frequent changes of Ministry. Sir Anthony Musgrave, late Governor of South Australia, and Sir Charles Gavan Duffy are quoted as authorities upon this important question. Considering that two months have yet to pass away ere Parliament meets, we congratulate our contemporary on taking "time by the forelock," for if rumor speaks truly it will require all the time and eloquence at the disposal of the "Colonial Journal" to prevent the change so much deplored being one of the coming session. bbox=[326, 951, 503, 1053]
divider bbox=[326, 109, 503, 110]
council-paragraph: Cr Davies moved and Cr Dick seconded, "That a petition to the House of Representatives, praying that the waste lands in the County be vested in the Council, be prepared by the Clerk, and submitted to a committee consisting of Crs Bayfield, Kelly, and the mover, such committee to be empowered to make the necessary arrangements for obtaining signatures to the petition." Carried. bbox=[956, 652, 1105, 736]
hotel-line: COBDEN; bbox=[69, 314, 103, 324]
column-council bbox=[786, 30, 950, 1430]
account-amount: 3 3 0 bbox=[932, 925, 947, 935]
european-heading: EUROPEAN. bbox=[676, 686, 745, 697]
account-item: Aiken, groceries bbox=[790, 735, 839, 745]
account-item: Feller, roll bbox=[790, 908, 821, 918]
newspaper-title: The Inangahua Times. bbox=[349, 31, 480, 77]
medical-sub: (Established in Greymouth) bbox=[43, 742, 129, 752]
billheads-ad: BILLHEADS, all sizes, headed with appropriate trade blocks, supplied on the shortest notice, at the TIMES Office. bbox=[172, 664, 317, 693]
editorial-paragraph: An enterprising Chinaman lately commenced the growth of tobacco and chicory on a small farm, close to the Cattle Stockade, Melbourne. A stream of water passes through the farm, and dams have been made so that the lower portion of the ground is well watered, and the crops will look healthy in the driest season of the year. In the preparation of the ground the proprietor says the expense was very great; but as a reward for his trouble he expects to realise over £600 from tobacco alone this season. bbox=[326, 638, 503, 722]
council-paragraph: The Clerk, in the absence of the Treasurer, reported the bank credit balance was £894 1s 3d. bbox=[956, 787, 1105, 806]
by-line: [BY ELECTRIC TELEGRAPH.] bbox=[653, 153, 768, 164]
news-paragraph: Mdlle. Titiens recently sang at the Guildhall, Plymouth, and in response to an encore gave the well known song, "Kathleen Mavourneen." I noticing this the Western Morning News tells the following story:—"The author of 'Kathleen Mavourneen' was Mr Crouch. a Plymouth music-master, who received for the copyright a £5 note. He left the town a quarter of a century ago. Exactly a year ago, Mdlle. Titiens, being in New York, gave 'Kathleen Mavourneen' as an encore the only time, she did so while in the States, and it excited a furore of applause, and when it had subsided she was told that some man presumed to be a lunatic, was fighting his way over the barriers from the pit to the dies (it was in the Opera House), saying he was determined to speak to Titiens. The prima donna in quiet told him to come in. On entering, he burst into tears, sobbing out, 'Oh, Mdlle. Titiens, I never before heard my song bbox=[512, 1376, 631, 1607]
electoral-place: Murray Riding—Ramsay's Store, Black's Point. bbox=[180, 314, 317, 334]
council-paragraph: tion, as follows:— "The Chairman Inangahua County Council. bbox=[956, 30, 1105, 49]
column-editorial bbox=[322, 30, 506, 1430]
telegram-paragraph: The analysis of the stomach of the woman who was supposed to have died from poison shows no trace of arsenic. bbox=[640, 326, 781, 354]
page-masthead: THE INANGAHUA TIMES, MONDAY, MAY 7, 1877. bbox=[0, 0, 1114, 27]
